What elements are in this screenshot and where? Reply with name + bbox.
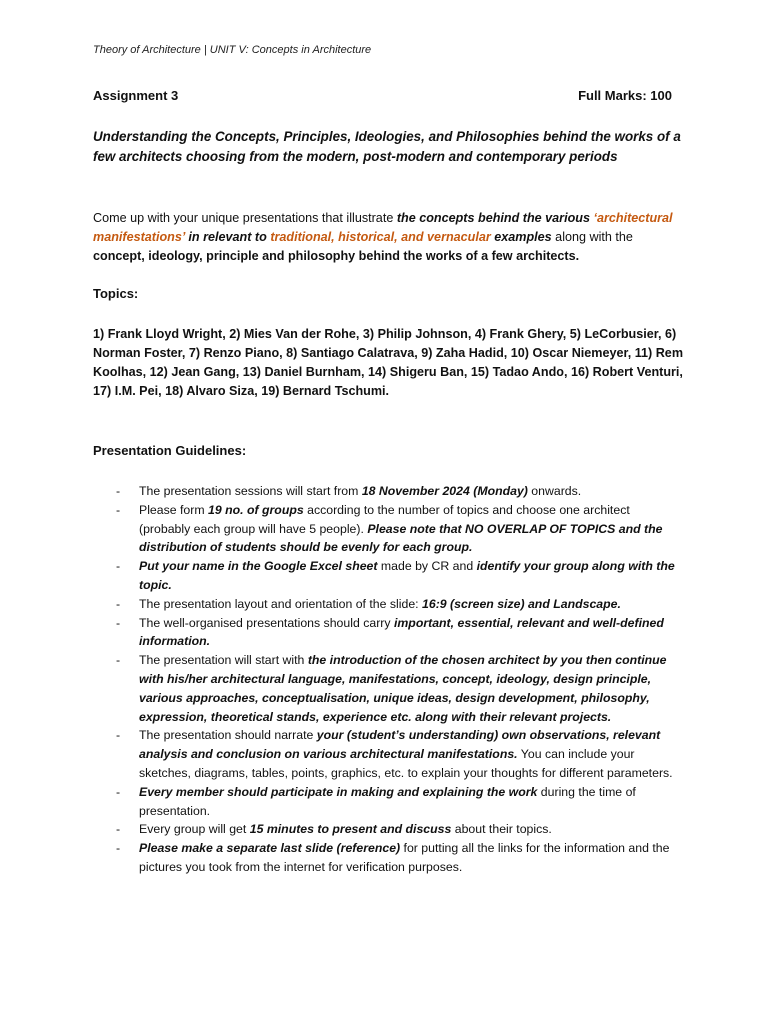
- dash-bullet: -: [116, 841, 121, 856]
- intro-highlight: traditional, historical, and vernacular: [270, 230, 491, 245]
- guideline-text: Every group will get: [139, 822, 250, 837]
- guideline-emphasis: Please make a separate last slide (reference): [139, 841, 401, 856]
- list-item: [116, 595, 676, 614]
- intro-emphasis: the concepts behind the various: [396, 211, 594, 225]
- guidelines-heading: Presentation Guidelines:: [93, 443, 247, 458]
- assignment-label: Assignment 3: [93, 88, 179, 103]
- guideline-emphasis: Put your name in the Google Excel sheet: [139, 559, 378, 574]
- guideline-text: The presentation should narrate: [139, 728, 317, 743]
- guideline-text: You can include your sketches, diagrams, tables, points, graphics, etc. to explain your thoughts for different parameters.: [139, 747, 673, 780]
- guideline-emphasis: the introduction of the chosen architect by you then continue with his/her architectural language, manifestations, concept, ideology, design principle, various approaches, conceptualisation, unique ideas, design development, philosophy, expression, theoretical stands, experience etc. along with their relevant projects.: [139, 653, 667, 724]
- topics-list: 1) Frank Lloyd Wright, 2) Mies Van der Rohe, 3) Philip Johnson, 4) Frank Ghery, 5) LeCorbusier, 6) Norman Foster, 7) Renzo Piano, 8) Santiago Calatrava, 9) Zaha Hadid, 10) Oscar Niemeyer, 11) Rem Koolhas, 12) Jean Gang, 13) Daniel Burnham, 14) Shigeru Ban, 15) Tadao Ando, 16) Robert Venturi, 17) I.M. Pei, 18) Alvaro Siza, 19) Bernard Tschumi.: [93, 327, 684, 398]
- list-item: [116, 820, 676, 839]
- intro-highlight: ‘architectural manifestations’: [93, 211, 673, 245]
- guideline-text: The well-organised presentations should carry: [139, 615, 394, 630]
- guideline-emphasis: important, essential, relevant and well-defined information.: [139, 615, 664, 649]
- dash-bullet: -: [116, 728, 121, 743]
- dash-bullet: -: [116, 596, 121, 611]
- guideline-emphasis: 18 November 2024 (Monday): [361, 484, 528, 498]
- guideline-emphasis: 16:9 (screen size) and Landscape.: [422, 596, 621, 611]
- guideline-text: The presentation sessions will start from: [139, 484, 362, 498]
- dash-bullet: -: [116, 822, 121, 837]
- intro-text: Come up with your unique presentations that illustrate: [93, 211, 397, 225]
- guideline-emphasis: identify your group along with the topic.: [139, 559, 675, 592]
- dash-bullet: -: [116, 559, 121, 574]
- guideline-text: onwards.: [527, 484, 582, 498]
- course-header: Theory of Architecture | UNIT V: Concepts in Architecture: [93, 44, 372, 56]
- guideline-text: for putting all the links for the information and the pictures you took from the internet for verification purposes.: [139, 841, 670, 874]
- list-item: [116, 783, 676, 821]
- guideline-text: Please form: [139, 502, 209, 517]
- guideline-emphasis: 15 minutes to present and discuss: [249, 822, 452, 837]
- guidelines-list: [116, 482, 676, 877]
- list-item: [116, 651, 676, 726]
- intro-text: along with the: [551, 230, 633, 245]
- intro-emphasis: examples: [490, 230, 552, 245]
- list-item: [116, 557, 676, 595]
- guideline-emphasis: your (student’s understanding) own observations, relevant analysis and conclusion on various architectural manifestations.: [139, 728, 661, 762]
- assignment-title: Understanding the Concepts, Principles, Ideologies, and Philosophies behind the works of a few architects choosing from the modern, post-modern and contemporary periods: [93, 129, 681, 164]
- intro-paragraph: [93, 209, 683, 267]
- full-marks: Full Marks: 100: [578, 88, 672, 103]
- guideline-text: The presentation layout and orientation of the slide:: [139, 596, 423, 611]
- topics-heading: Topics:: [93, 286, 139, 301]
- intro-bold: concept, ideology, principle and philosophy behind the works of a few architects.: [93, 249, 580, 264]
- guideline-text: The presentation will start with: [139, 653, 308, 668]
- dash-bullet: -: [116, 653, 121, 668]
- guideline-emphasis: Every member should participate in making and explaining the work: [139, 784, 538, 799]
- dash-bullet: -: [116, 784, 121, 799]
- guideline-text: made by CR and: [377, 559, 477, 574]
- guideline-text: about their topics.: [451, 822, 552, 837]
- list-item: [116, 614, 676, 652]
- dash-bullet: -: [116, 502, 121, 517]
- list-item: [116, 482, 676, 501]
- intro-emphasis: in relevant to: [184, 230, 271, 245]
- list-item: [116, 839, 676, 877]
- guideline-emphasis: 19 no. of groups: [208, 502, 304, 517]
- list-item: [116, 726, 676, 782]
- dash-bullet: -: [116, 484, 121, 498]
- list-item: [116, 501, 676, 557]
- dash-bullet: -: [116, 615, 121, 630]
- guideline-emphasis: Please note that NO OVERLAP OF TOPICS and the distribution of students should be evenly for each group.: [139, 521, 663, 555]
- guideline-text: according to the number of topics and choose one architect (probably each group will have 5 people).: [139, 502, 630, 536]
- guideline-text: during the time of presentation.: [139, 784, 636, 818]
- assignment-row: [93, 88, 672, 103]
